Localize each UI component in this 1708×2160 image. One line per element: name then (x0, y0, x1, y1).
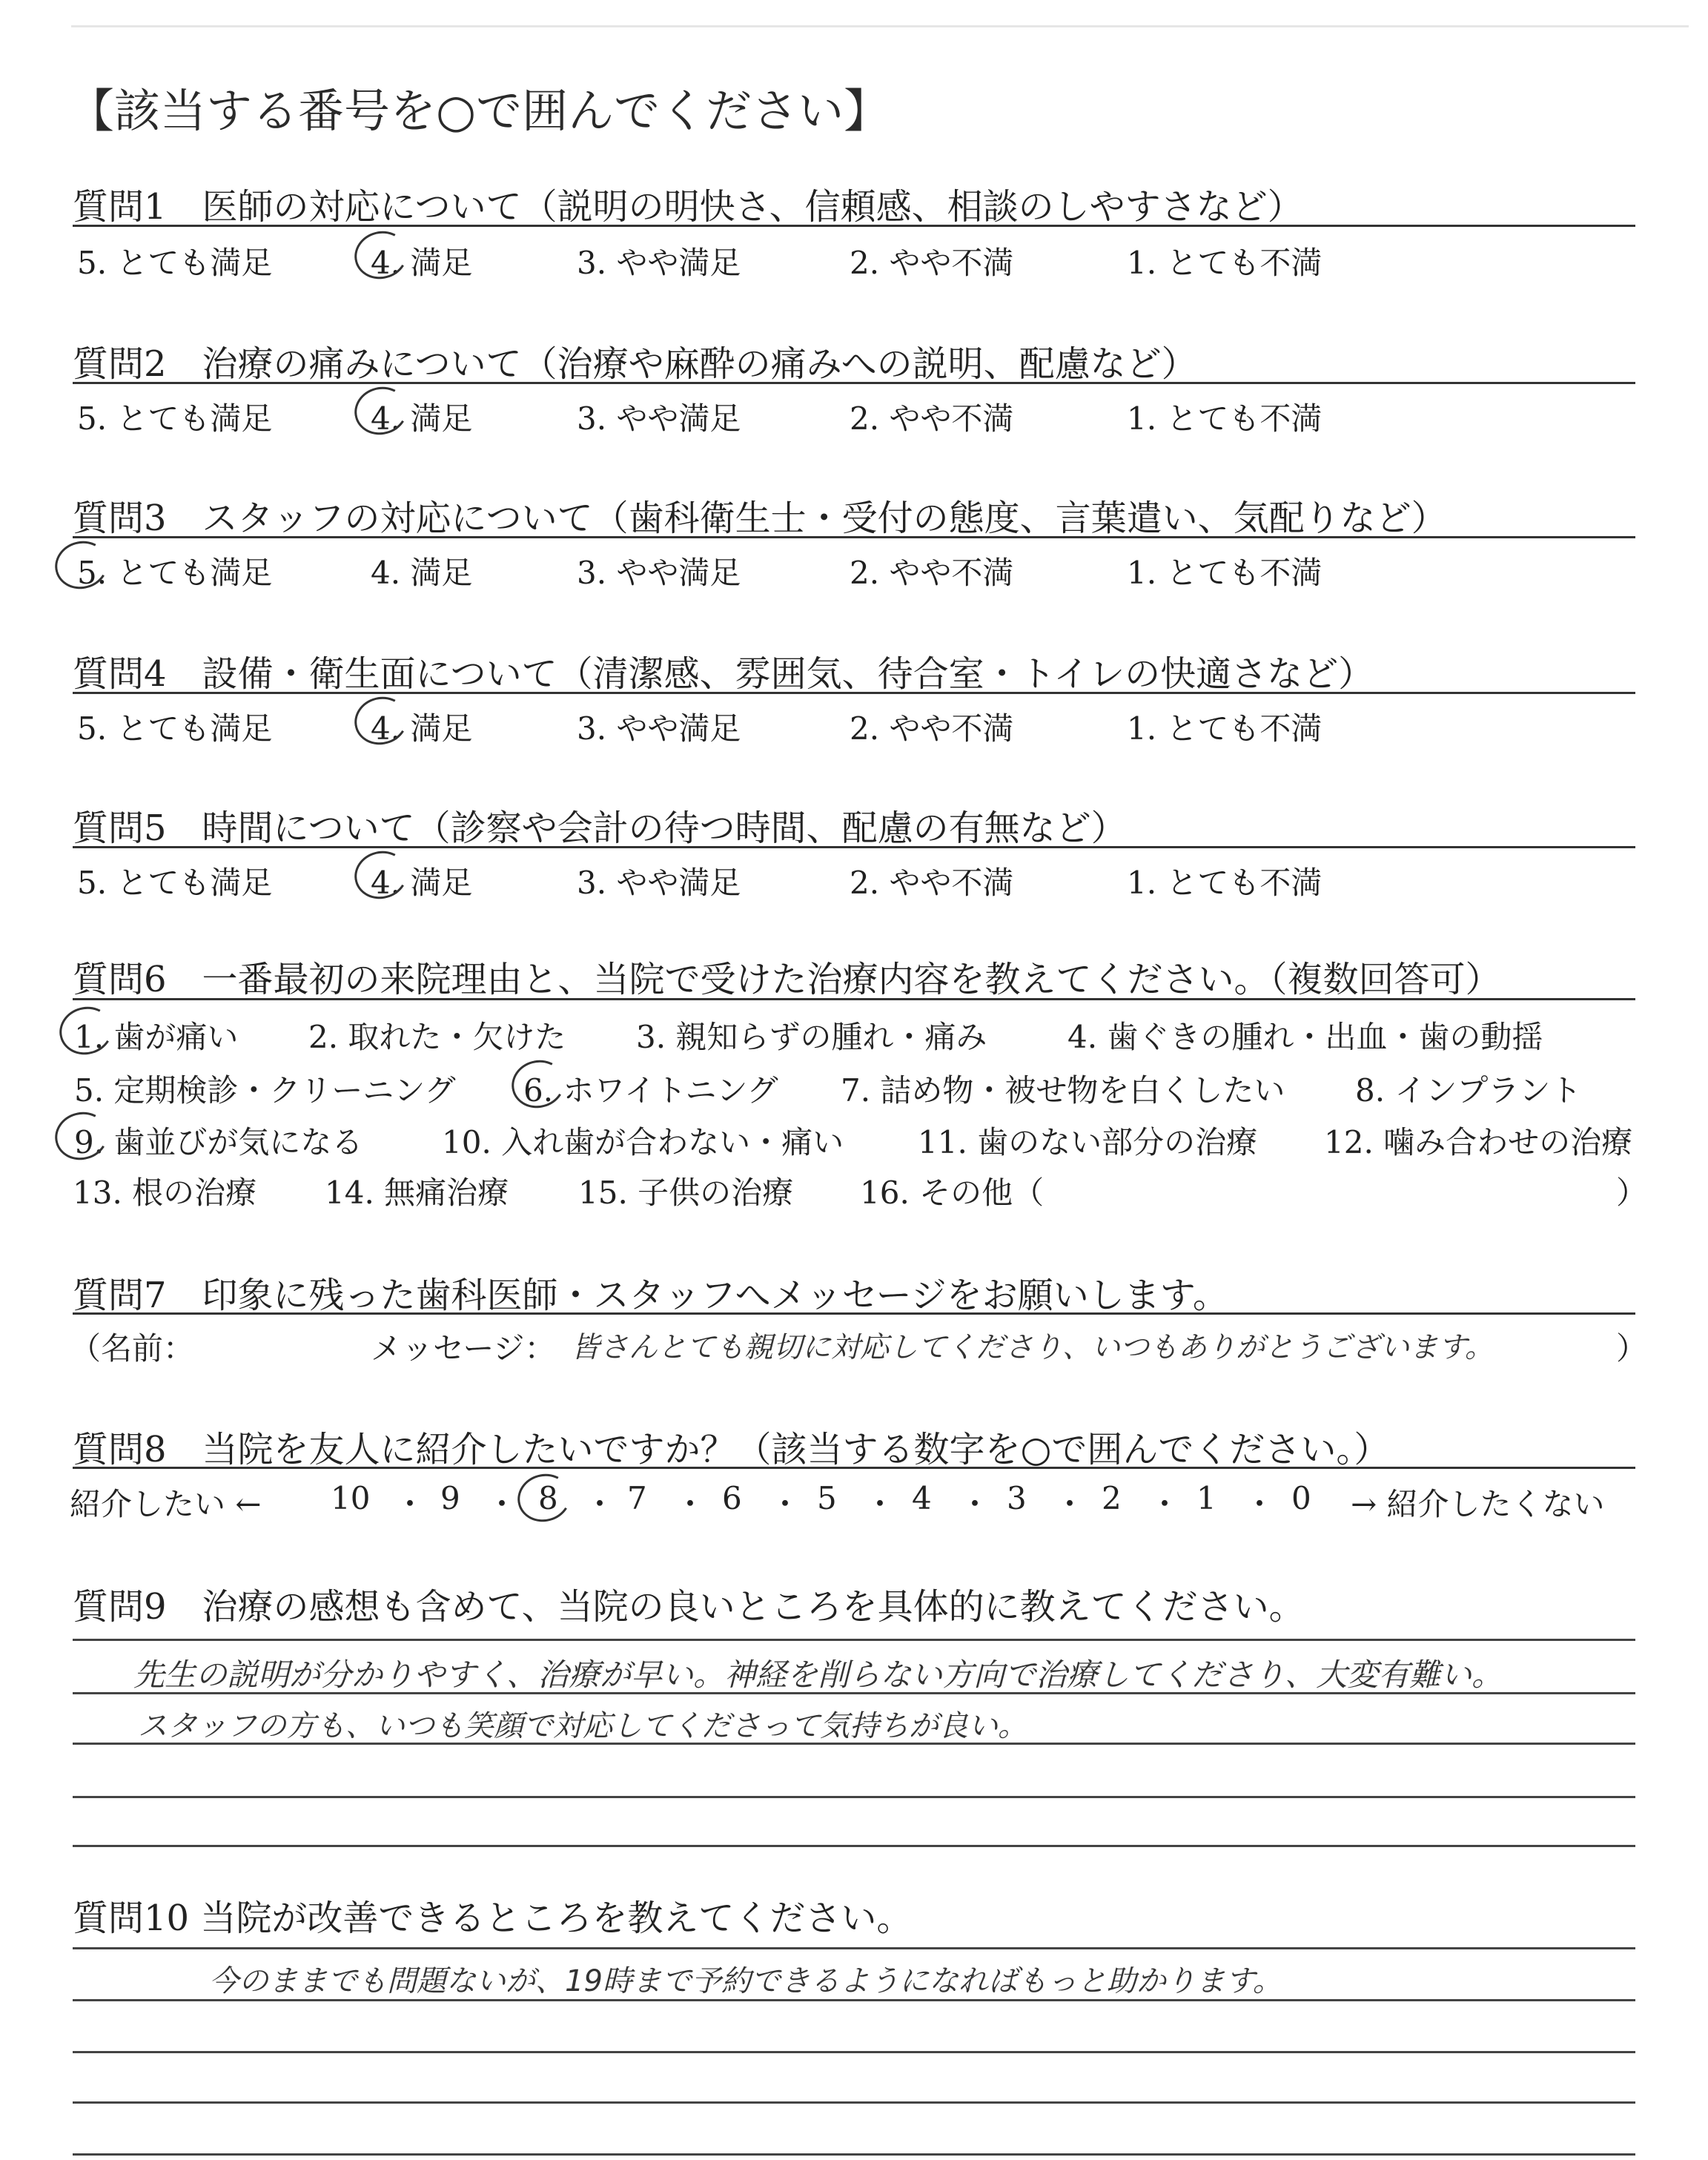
q8-scale-4[interactable]: 4 (912, 1480, 932, 1516)
q1-option-5[interactable]: 5. とても満足 (77, 245, 273, 281)
q8-scale-6[interactable]: 6 (722, 1480, 742, 1516)
q2-option-4[interactable]: 4. 満足 (371, 400, 473, 437)
q8-right-label: → 紹介したくない (1351, 1486, 1605, 1522)
question-3-title: 質問3 スタッフの対応について（歯科衛生士・受付の態度、言葉遣い、気配りなど） (73, 498, 1447, 539)
q4-option-4[interactable]: 4. 満足 (371, 710, 473, 747)
q6-option-14[interactable]: 14. 無痛治療 (325, 1175, 509, 1211)
question-1-rule (73, 225, 1635, 227)
q2-option-2[interactable]: 2. やや不満 (850, 400, 1014, 437)
q8-scale-dot: ・ (1244, 1486, 1276, 1522)
q4-option-2[interactable]: 2. やや不満 (850, 710, 1014, 747)
q10-writing-line-4 (73, 2101, 1635, 2104)
q3-option-1[interactable]: 1. とても不満 (1127, 555, 1323, 591)
q6-other-closing: ） (1616, 1175, 1648, 1211)
q6-option-12[interactable]: 12. 噛み合わせの治療 (1324, 1124, 1633, 1160)
question-10-title: 質問10 当院が改善できるところを教えてください。 (73, 1898, 913, 1939)
q8-scale-dot: ・ (1149, 1486, 1181, 1522)
q3-option-3[interactable]: 3. やや満足 (577, 555, 741, 591)
q6-option-4[interactable]: 4. 歯ぐきの腫れ・出血・歯の動揺 (1068, 1019, 1543, 1055)
q3-option-5[interactable]: 5. とても満足 (77, 555, 273, 591)
q6-option-5[interactable]: 5. 定期検診・クリーニング (74, 1072, 456, 1109)
q6-option-3[interactable]: 3. 親知らずの腫れ・痛み (636, 1019, 987, 1055)
q7-message-label: メッセージ： (371, 1330, 556, 1367)
question-1-title: 質問1 医師の対応について（説明の明快さ、信頼感、相談のしやすさなど） (73, 186, 1303, 228)
page-header: 【該当する番号を○で囲んでください】 (68, 84, 890, 138)
q10-answer-line-1[interactable]: 今のままでも問題ないが、19時まで予約できるようになればもっと助かります。 (209, 1964, 1282, 1998)
q8-scale-dot: ・ (486, 1486, 518, 1522)
q8-scale-10[interactable]: 10 (331, 1480, 371, 1516)
q6-option-2[interactable]: 2. 取れた・欠けた (308, 1019, 566, 1055)
q8-scale-8[interactable]: 8 (538, 1480, 558, 1516)
q6-option-10[interactable]: 10. 入れ歯が合わない・痛い (442, 1124, 844, 1160)
q7-message-handwritten[interactable]: 皆さんとても親切に対応してくださり、いつもありがとうございます。 (571, 1331, 1494, 1364)
q2-option-5[interactable]: 5. とても満足 (77, 400, 273, 437)
q6-option-1[interactable]: 1. 歯が痛い (74, 1019, 239, 1055)
q8-scale-dot: ・ (394, 1486, 426, 1522)
q9-writing-line-2 (73, 1692, 1635, 1694)
q8-scale-0[interactable]: 0 (1291, 1480, 1311, 1516)
q8-scale-5[interactable]: 5 (817, 1480, 837, 1516)
q7-name-label: （名前： (70, 1330, 195, 1367)
q6-option-7[interactable]: 7. 詰め物・被せ物を白くしたい (841, 1072, 1285, 1109)
q9-writing-line-5 (73, 1845, 1635, 1847)
question-5-rule (73, 846, 1635, 848)
question-6-rule (73, 998, 1635, 1000)
q5-option-3[interactable]: 3. やや満足 (577, 865, 741, 901)
question-4-rule (73, 692, 1635, 694)
q1-option-2[interactable]: 2. やや不満 (850, 245, 1014, 281)
q9-answer-line-1[interactable]: 先生の説明が分かりやすく、治療が早い。神経を削らない方向で治療してくださり、大変有難い。 (133, 1657, 1503, 1693)
q8-selection-circle (512, 1468, 576, 1527)
question-8-title: 質問8 当院を友人に紹介したいですか？（該当する数字を○で囲んでください。） (73, 1429, 1390, 1470)
question-3-rule (73, 536, 1635, 538)
q9-writing-line-1 (73, 1639, 1635, 1641)
q8-scale-7[interactable]: 7 (627, 1480, 647, 1516)
q8-left-label: 紹介したい ← (70, 1486, 262, 1522)
q8-scale-1[interactable]: 1 (1196, 1480, 1217, 1516)
q8-scale-9[interactable]: 9 (440, 1480, 460, 1516)
q8-scale-dot: ・ (675, 1486, 706, 1522)
q4-option-3[interactable]: 3. やや満足 (577, 710, 741, 747)
q10-writing-line-3 (73, 2051, 1635, 2053)
q10-writing-line-2 (73, 1999, 1635, 2001)
question-7-rule (73, 1312, 1635, 1315)
q8-scale-dot: ・ (769, 1486, 801, 1522)
q1-option-1[interactable]: 1. とても不満 (1127, 245, 1323, 281)
q3-option-2[interactable]: 2. やや不満 (850, 555, 1014, 591)
q8-scale-2[interactable]: 2 (1102, 1480, 1122, 1516)
q6-option-13[interactable]: 13. 根の治療 (73, 1175, 257, 1211)
question-4-title: 質問4 設備・衛生面について（清潔感、雰囲気、待合室・トイレの快適さなど） (73, 653, 1374, 695)
q8-scale-3[interactable]: 3 (1007, 1480, 1027, 1516)
q8-scale-dot: ・ (584, 1486, 616, 1522)
q10-writing-line-1 (73, 1947, 1635, 1949)
q6-option-9[interactable]: 9. 歯並びが気になる (74, 1124, 363, 1160)
q8-scale-dot: ・ (959, 1486, 991, 1522)
q1-option-3[interactable]: 3. やや満足 (577, 245, 741, 281)
question-9-title: 質問9 治療の感想も含めて、当院の良いところを具体的に教えてください。 (73, 1586, 1305, 1628)
q8-scale-dot: ・ (1054, 1486, 1086, 1522)
q3-option-4[interactable]: 4. 満足 (371, 555, 473, 591)
q5-option-1[interactable]: 1. とても不満 (1127, 865, 1323, 901)
q4-option-5[interactable]: 5. とても満足 (77, 710, 273, 747)
question-6-title: 質問6 一番最初の来院理由と、当院で受けた治療内容を教えてください。（複数回答可） (73, 959, 1501, 1000)
question-7-title: 質問7 印象に残った歯科医師・スタッフへメッセージをお願いします。 (73, 1275, 1228, 1316)
page-top-rule (71, 25, 1689, 27)
q6-option-8[interactable]: 8. インプラント (1355, 1072, 1582, 1109)
q1-option-4[interactable]: 4. 満足 (371, 245, 473, 281)
q10-writing-line-5 (73, 2153, 1635, 2156)
question-2-rule (73, 382, 1635, 384)
question-8-rule (73, 1467, 1635, 1469)
question-5-title: 質問5 時間について（診察や会計の待つ時間、配慮の有無など） (73, 807, 1127, 849)
q9-answer-line-2[interactable]: スタッフの方も、いつも笑顔で対応してくださって気持ちが良い。 (138, 1709, 1027, 1743)
q6-option-6[interactable]: 6. ホワイトニング (523, 1072, 778, 1109)
q9-writing-line-4 (73, 1796, 1635, 1798)
q5-option-4[interactable]: 4. 満足 (371, 865, 473, 901)
q8-scale-dot: ・ (864, 1486, 896, 1522)
q2-option-1[interactable]: 1. とても不満 (1127, 400, 1323, 437)
q6-option-11[interactable]: 11. 歯のない部分の治療 (918, 1124, 1258, 1160)
q2-option-3[interactable]: 3. やや満足 (577, 400, 741, 437)
q5-option-5[interactable]: 5. とても満足 (77, 865, 273, 901)
q6-option-15[interactable]: 15. 子供の治療 (578, 1175, 794, 1211)
q5-option-2[interactable]: 2. やや不満 (850, 865, 1014, 901)
q6-option-16[interactable]: 16. その他（ (860, 1175, 1045, 1211)
q4-option-1[interactable]: 1. とても不満 (1127, 710, 1323, 747)
q7-closing: ） (1616, 1330, 1648, 1367)
q9-writing-line-3 (73, 1743, 1635, 1745)
question-2-title: 質問2 治療の痛みについて（治療や麻酔の痛みへの説明、配慮など） (73, 343, 1197, 385)
